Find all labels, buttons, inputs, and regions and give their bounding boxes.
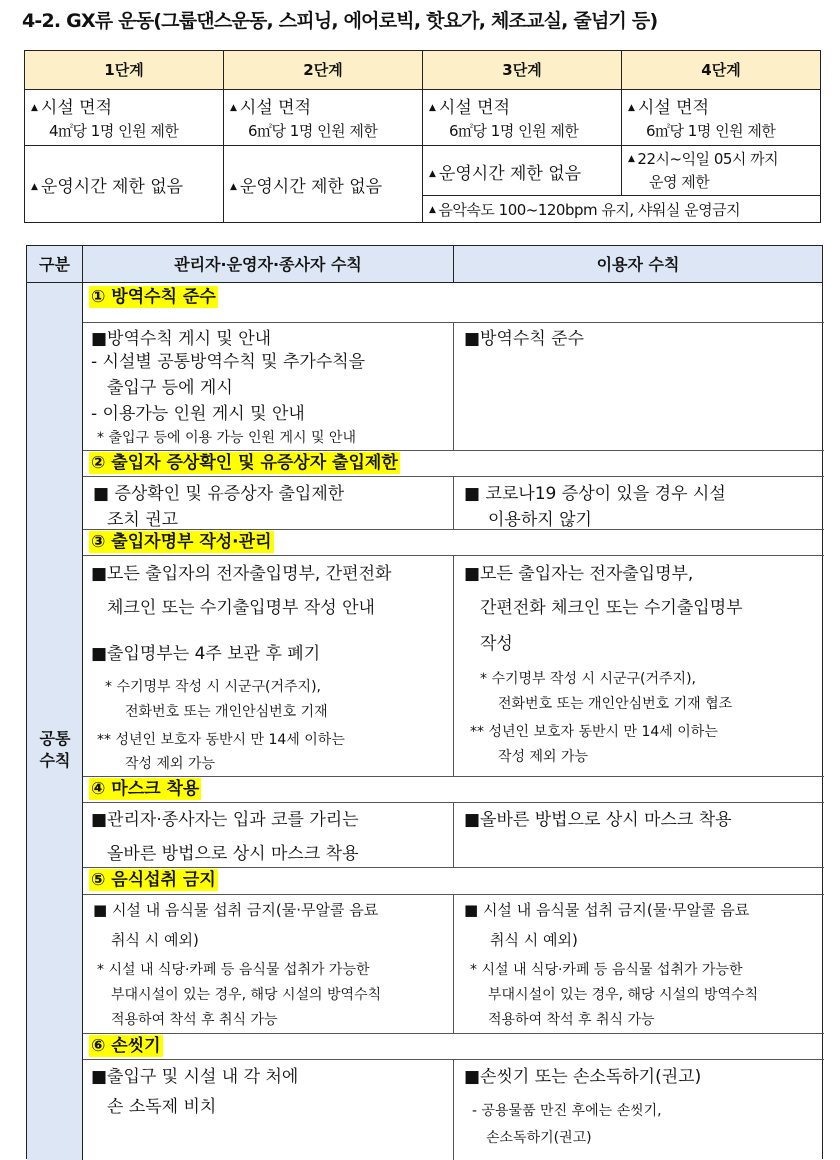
s5-right-0: ■ 시설 내 음식물 섭취 금지(물·무알콜 음료 bbox=[464, 901, 750, 919]
s3-left-6: 작성 제외 가능 bbox=[125, 756, 216, 772]
section-3-user-cell bbox=[454, 556, 824, 776]
s6-left-0: ■출입구 및 시설 내 각 처에 bbox=[91, 1067, 299, 1087]
music-rule: 음악속도 100~120bpm 유지, 샤워실 운영금지 bbox=[438, 201, 741, 219]
s1-right-0: ■방역수칙 준수 bbox=[464, 329, 584, 349]
s5-right-4: 적용하여 착석 후 취식 가능 bbox=[488, 1012, 655, 1028]
stage2-area-cell bbox=[224, 90, 423, 146]
section-1-manager-cell bbox=[83, 323, 454, 450]
s1-left-3: - 이용가능 인원 게시 및 안내 bbox=[91, 404, 305, 424]
section-6-manager-cell bbox=[83, 1060, 454, 1160]
category-column bbox=[27, 283, 83, 1160]
s2-right-1: 이용하지 않기 bbox=[488, 510, 592, 530]
stage-header-4: 4단계 bbox=[622, 51, 820, 90]
s3-left-5: ** 성년인 보호자 동반시 만 14세 이하는 bbox=[97, 732, 345, 748]
s5-right-1: 취식 시 예외) bbox=[490, 931, 578, 949]
s5-right-3: 부대시설이 있는 경우, 해당 시설의 방역수칙 bbox=[488, 987, 759, 1003]
s3-left-3: * 수기명부 작성 시 시군구(거주지), bbox=[105, 679, 321, 695]
section-4-title: ④ 마스크 착용 bbox=[91, 779, 200, 799]
stage-header-2: 2단계 bbox=[224, 51, 423, 90]
s6-right-1: - 공용물품 만진 후에는 손씻기, bbox=[472, 1103, 662, 1119]
s1-left-1: - 시설별 공통방역수칙 및 추가수칙을 bbox=[91, 352, 366, 372]
area-label: 시설 면적 bbox=[40, 98, 113, 118]
s3-left-1: 체크인 또는 수기출입명부 작성 안내 bbox=[107, 598, 375, 618]
section-4-user-cell bbox=[454, 803, 824, 867]
s3-right-5: ** 성년인 보호자 동반시 만 14세 이하는 bbox=[470, 724, 718, 740]
triangle-bullet-icon: ▲ bbox=[628, 103, 635, 113]
section-1-title: ① 방역수칙 준수 bbox=[91, 287, 216, 307]
s6-left-1: 손 소독제 비치 bbox=[107, 1097, 217, 1117]
s5-right-2: * 시설 내 식당·카페 등 음식물 섭취가 가능한 bbox=[470, 962, 743, 978]
stage2-hours-cell bbox=[224, 146, 423, 222]
triangle-bullet-icon: ▲ bbox=[429, 205, 436, 215]
s3-right-2: 작성 bbox=[480, 634, 513, 654]
category-label: 공통 수칙 bbox=[39, 729, 71, 770]
stage4-area-value: 6㎡당 1명 인원 제한 bbox=[646, 122, 776, 140]
s3-left-4: 전화번호 또는 개인안심번호 기재 bbox=[125, 704, 328, 720]
stage2-hours: 운영시간 제한 없음 bbox=[239, 177, 383, 197]
triangle-bullet-icon: ▲ bbox=[230, 182, 237, 192]
stage4-area-cell bbox=[622, 90, 820, 146]
triangle-bullet-icon: ▲ bbox=[230, 103, 237, 113]
area-label: 시설 면적 bbox=[438, 98, 511, 118]
s3-right-0: ■모든 출입자는 전자출입명부, bbox=[464, 564, 694, 584]
header-category: 구분 bbox=[27, 246, 83, 283]
s6-right-0: ■손씻기 또는 손소독하기(권고) bbox=[464, 1067, 702, 1087]
header-user-rules: 이용자 수칙 bbox=[454, 246, 822, 283]
page-title: 4-2. GX류 운동(그룹댄스운동, 스피닝, 에어로빅, 핫요가, 체조교실, 줄넘기 등) bbox=[22, 10, 658, 32]
stage-table bbox=[24, 50, 821, 223]
s4-left-1: 올바른 방법으로 상시 마스크 착용 bbox=[107, 844, 359, 864]
stage1-area-value: 4㎡당 1명 인원 제한 bbox=[49, 122, 179, 140]
header-manager-rules: 관리자·운영자·종사자 수칙 bbox=[83, 246, 454, 283]
stage2-area-value: 6㎡당 1명 인원 제한 bbox=[248, 122, 378, 140]
section-5-manager-cell bbox=[83, 895, 454, 1033]
section-3-manager-cell bbox=[83, 556, 454, 776]
triangle-bullet-icon: ▲ bbox=[429, 169, 436, 179]
stage1-hours: 운영시간 제한 없음 bbox=[40, 177, 184, 197]
s5-left-3: 부대시설이 있는 경우, 해당 시설의 방역수칙 bbox=[111, 987, 382, 1003]
triangle-bullet-icon: ▲ bbox=[429, 103, 436, 113]
stage4-hours-line2: 운영 제한 bbox=[649, 173, 710, 191]
section-6-title: ⑥ 손씻기 bbox=[91, 1036, 161, 1056]
s1-left-4: * 출입구 등에 이용 가능 인원 게시 및 안내 bbox=[97, 430, 356, 446]
s3-right-6: 작성 제외 가능 bbox=[498, 749, 589, 765]
s3-left-0: ■모든 출입자의 전자출입명부, 간편전화 bbox=[91, 564, 392, 584]
section-4-manager-cell bbox=[83, 803, 454, 867]
section-3-title: ③ 출입자명부 작성·관리 bbox=[91, 532, 272, 552]
stage1-area-cell bbox=[25, 90, 224, 146]
s3-right-3: * 수기명부 작성 시 시군구(거주지), bbox=[480, 671, 696, 687]
section-5-user-cell bbox=[454, 895, 824, 1033]
stage3-area-value: 6㎡당 1명 인원 제한 bbox=[449, 122, 579, 140]
section-5-title: ⑤ 음식섭취 금지 bbox=[91, 870, 216, 890]
stage1-hours-cell bbox=[25, 146, 224, 222]
area-label: 시설 면적 bbox=[239, 98, 312, 118]
stage34-music-cell bbox=[423, 196, 820, 222]
s1-left-0: ■방역수칙 게시 및 안내 bbox=[91, 329, 272, 349]
section-2-user-cell bbox=[454, 477, 824, 529]
s1-left-2: 출입구 등에 게시 bbox=[107, 378, 233, 398]
stage4-hours-cell bbox=[622, 146, 820, 196]
s4-right-0: ■올바른 방법으로 상시 마스크 착용 bbox=[464, 810, 732, 830]
stage3-hours-cell bbox=[423, 146, 622, 196]
stage4-hours-line1: 22시~익일 05시 까지 bbox=[637, 150, 779, 168]
rules-table bbox=[26, 245, 823, 1159]
s5-left-0: ■ 시설 내 음식물 섭취 금지(물·무알콜 음료 bbox=[93, 901, 379, 919]
section-2-manager-cell bbox=[83, 477, 454, 529]
triangle-bullet-icon: ▲ bbox=[31, 182, 38, 192]
triangle-bullet-icon: ▲ bbox=[31, 103, 38, 113]
stage-header-1: 1단계 bbox=[25, 51, 224, 90]
s5-left-2: * 시설 내 식당·카페 등 음식물 섭취가 가능한 bbox=[97, 962, 370, 978]
s6-right-2: 손소독하기(권고) bbox=[486, 1130, 592, 1146]
s3-right-4: 전화번호 또는 개인안심번호 기재 협조 bbox=[498, 696, 733, 712]
stage-header-3: 3단계 bbox=[423, 51, 622, 90]
s2-left-0: ■ 증상확인 및 유증상자 출입제한 bbox=[93, 484, 345, 504]
section-1-user-cell bbox=[454, 323, 824, 450]
s2-right-0: ■ 코로나19 증상이 있을 경우 시설 bbox=[464, 484, 726, 504]
area-label: 시설 면적 bbox=[637, 98, 710, 118]
stage3-area-cell bbox=[423, 90, 622, 146]
triangle-bullet-icon: ▲ bbox=[628, 154, 635, 164]
s5-left-4: 적용하여 착석 후 취식 가능 bbox=[111, 1012, 278, 1028]
s5-left-1: 취식 시 예외) bbox=[111, 931, 199, 949]
s3-left-2: ■출입명부는 4주 보관 후 폐기 bbox=[91, 644, 321, 664]
s2-left-1: 조치 권고 bbox=[107, 510, 179, 530]
s3-right-1: 간편전화 체크인 또는 수기출입명부 bbox=[480, 598, 743, 618]
s4-left-0: ■관리자·종사자는 입과 코를 가리는 bbox=[91, 810, 359, 830]
section-2-title: ② 출입자 증상확인 및 유증상자 출입제한 bbox=[91, 453, 398, 473]
section-6-user-cell bbox=[454, 1060, 824, 1160]
stage3-hours: 운영시간 제한 없음 bbox=[438, 164, 582, 184]
